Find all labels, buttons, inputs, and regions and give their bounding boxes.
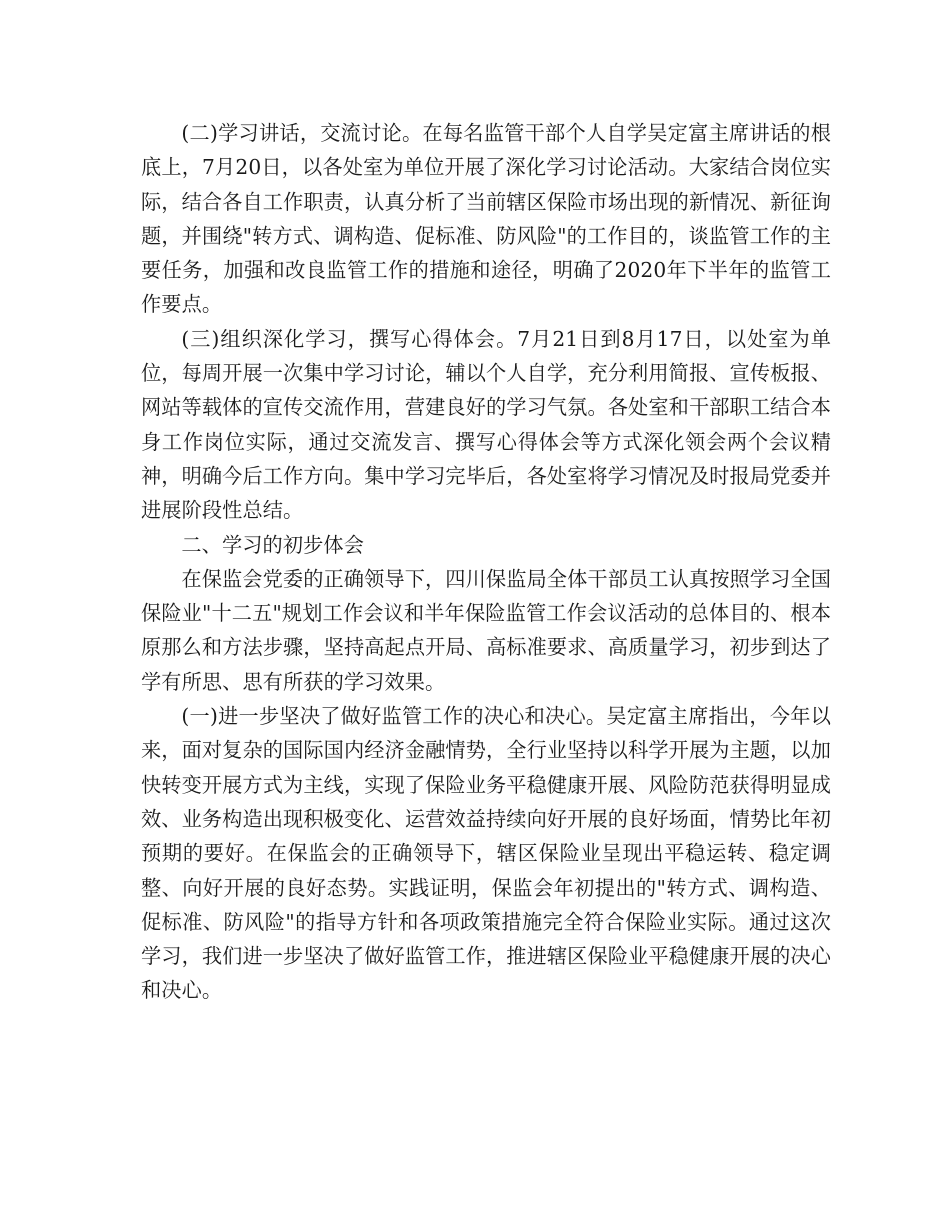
paragraph-determination: (一)进一步坚决了做好监管工作的决心和决心。吴定富主席指出，今年以来，面对复杂的国际国内经济金融情势，全行业坚持以科学开展为主题，以加快转变开展方式为主线，实现了保险业务平稳健康开展、风险防范获得明显成效、业务构造出现积极变化、运营效益持续向好开展的良好场面，情势比年初预期的要好。在保监会的正确领导下，辖区保险业呈现出平稳运转、稳定调整、向好开展的良好态势。实践证明，保监会年初提出的"转方式、调构造、促标准、防风险"的指导方针和各项政策措施完全符合保险业实际。通过这次学习，我们进一步坚决了做好监管工作，推进辖区保险业平稳健康开展的决心和决心。: [141, 704, 831, 1003]
document-body: [141, 116, 831, 1008]
paragraph-deep-study: (三)组织深化学习，撰写心得体会。7月21日到8月17日，以处室为单位，每周开展一次集中学习讨论，辅以个人自学，充分利用简报、宣传板报、网站等载体的宣传交流作用，营建良好的学习气氛。各处室和干部职工结合本身工作岗位实际，通过交流发言、撰写心得体会等方式深化领会两个会议精神，明确今后工作方向。集中学习完毕后，各处室将学习情况及时报局党委并进展阶段性总结。: [141, 326, 831, 523]
paragraph-study-discussion: (二)学习讲话，交流讨论。在每名监管干部个人自学吴定富主席讲话的根底上，7月20日，以各处室为单位开展了深化学习讨论活动。大家结合岗位实际，结合各自工作职责，认真分析了当前辖区保险市场出现的新情况、新征询题，并围绕"转方式、调构造、促标准、防风险"的工作目的，谈监管工作的主要任务，加强和改良监管工作的措施和途径，明确了2020年下半年的监管工作要点。: [141, 121, 831, 317]
section-heading-initial-experience: 二、学习的初步体会: [181, 532, 364, 557]
paragraph-leadership: 在保监会党委的正确领导下，四川保监局全体干部员工认真按照学习全国保险业"十二五"规划工作会议和半年保险监管工作会议活动的总体目的、根本原那么和方法步骤，坚持高起点开局、高标准要求、高质量学习，初步到达了学有所思、思有所获的学习效果。: [141, 566, 831, 694]
